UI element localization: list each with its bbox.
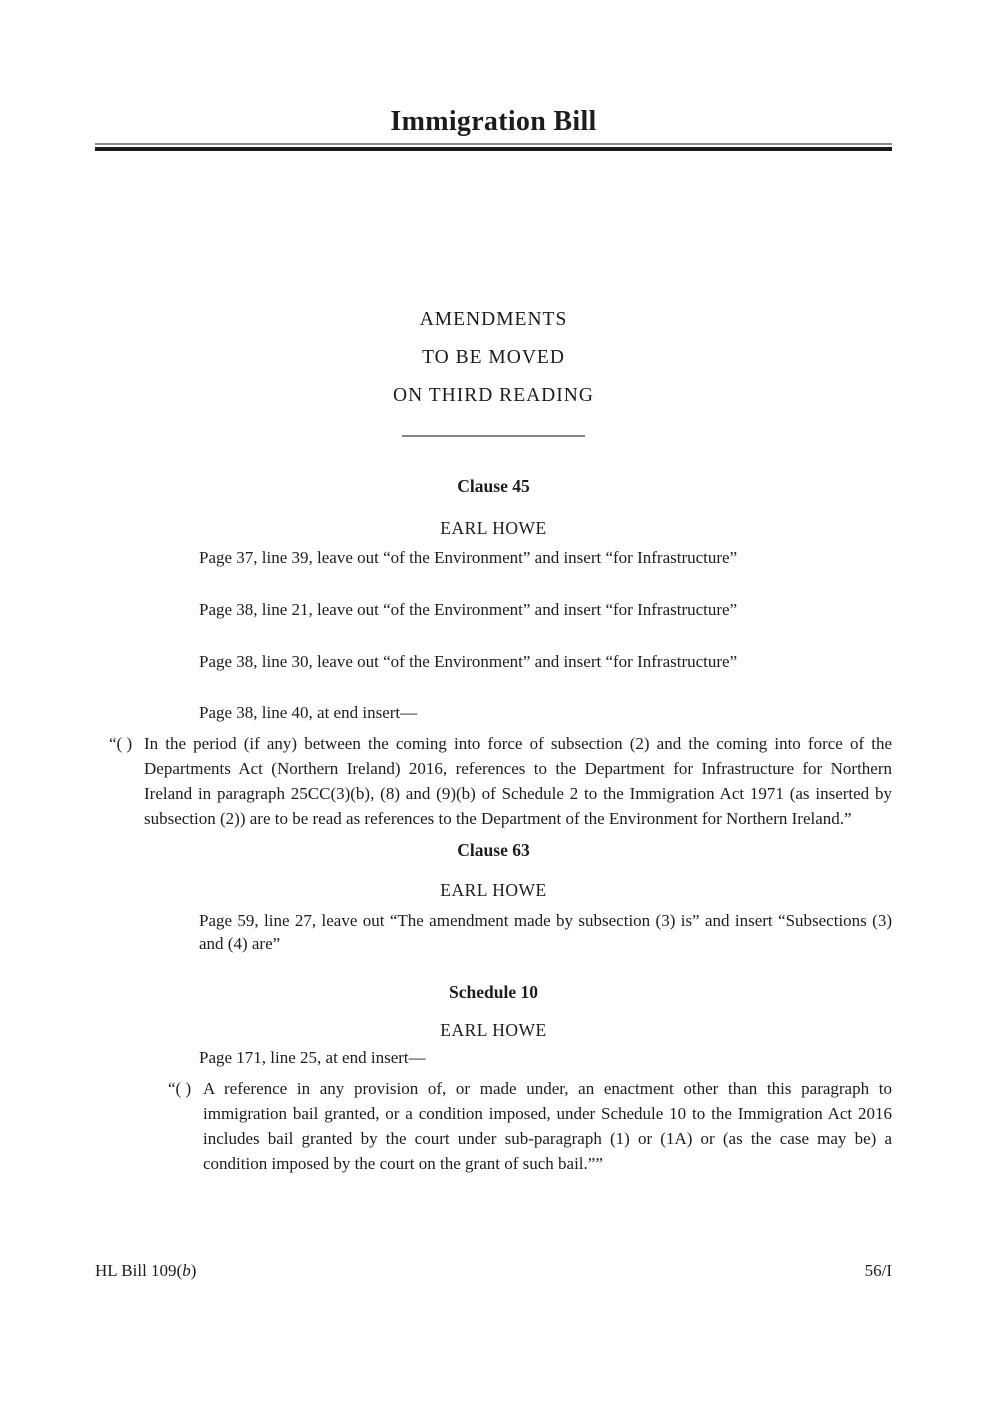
amendment-text: Page 37, line 39, leave out “of the Environment” and insert “for Infrastructure” bbox=[199, 548, 738, 567]
footer-bill-number bbox=[95, 1260, 196, 1282]
doc-title: Immigration Bill bbox=[390, 106, 597, 137]
section-heading-clause-45: Clause 45 bbox=[457, 476, 530, 496]
section-heading-schedule-10: Schedule 10 bbox=[449, 982, 538, 1002]
amendment-intro: Page 38, line 40, at end insert— bbox=[199, 703, 418, 722]
amendment-text: Page 38, line 21, leave out “of the Environment” and insert “for Infrastructure” bbox=[199, 600, 738, 619]
quote-label: “( ) bbox=[168, 1079, 192, 1098]
footer-bill-number-italic: b bbox=[182, 1261, 191, 1280]
preamble-line-to-be-moved: TO BE MOVED bbox=[422, 347, 565, 368]
amendment-text: Page 38, line 30, leave out “of the Environment” and insert “for Infrastructure” bbox=[199, 652, 738, 671]
preamble-divider bbox=[402, 435, 585, 437]
mover-name: EARL HOWE bbox=[440, 518, 547, 538]
title-rule bbox=[95, 143, 892, 151]
amendment-quoted-paragraph bbox=[109, 731, 892, 831]
title-rule-thick-line bbox=[95, 147, 892, 151]
section-heading-clause-63: Clause 63 bbox=[457, 840, 530, 860]
amendment-quoted-paragraph bbox=[168, 1076, 892, 1176]
amendment-intro: Page 171, line 25, at end insert— bbox=[199, 1048, 426, 1067]
footer-bill-number-suffix: ) bbox=[190, 1261, 197, 1280]
quote-label: “( ) bbox=[109, 734, 133, 753]
title-rule-thin-line bbox=[95, 143, 892, 145]
quote-text: A reference in any provision of, or made under, an enactment other than this paragraph to immigration bail granted, or a condition imposed, under Schedule 10 to the Immigration Act 2016 includes bail granted by the court under sub-paragraph (1) or (1A) or (as the case may be) a condition imposed by the court on the grant of such bail.”” bbox=[203, 1079, 892, 1173]
amendment-text: Page 59, line 27, leave out “The amendment made by subsection (3) is” and insert “Subsections (3) and (4) are” bbox=[199, 911, 892, 953]
preamble-line-amendments: AMENDMENTS bbox=[419, 309, 568, 330]
preamble bbox=[95, 301, 892, 415]
preamble-line-on-third-reading: ON THIRD READING bbox=[393, 385, 594, 406]
quote-text: In the period (if any) between the coming into force of subsection (2) and the coming into force of the Departments Act (Northern Ireland) 2016, references to the Department for Infrastructure for Northern Ireland in paragraph 25CC(3)(b), (8) and (9)(b) of Schedule 2 to the Immigration Act 1971 (as inserted by subsection (2)) are to be read as references to the Department of the Environment for Northern Ireland.” bbox=[144, 734, 892, 828]
page-footer bbox=[95, 1260, 892, 1282]
mover-name: EARL HOWE bbox=[440, 1020, 547, 1040]
footer-session-number: 56/I bbox=[864, 1261, 892, 1280]
footer-bill-number-prefix: HL Bill 109( bbox=[95, 1261, 183, 1280]
mover-name: EARL HOWE bbox=[440, 880, 547, 900]
